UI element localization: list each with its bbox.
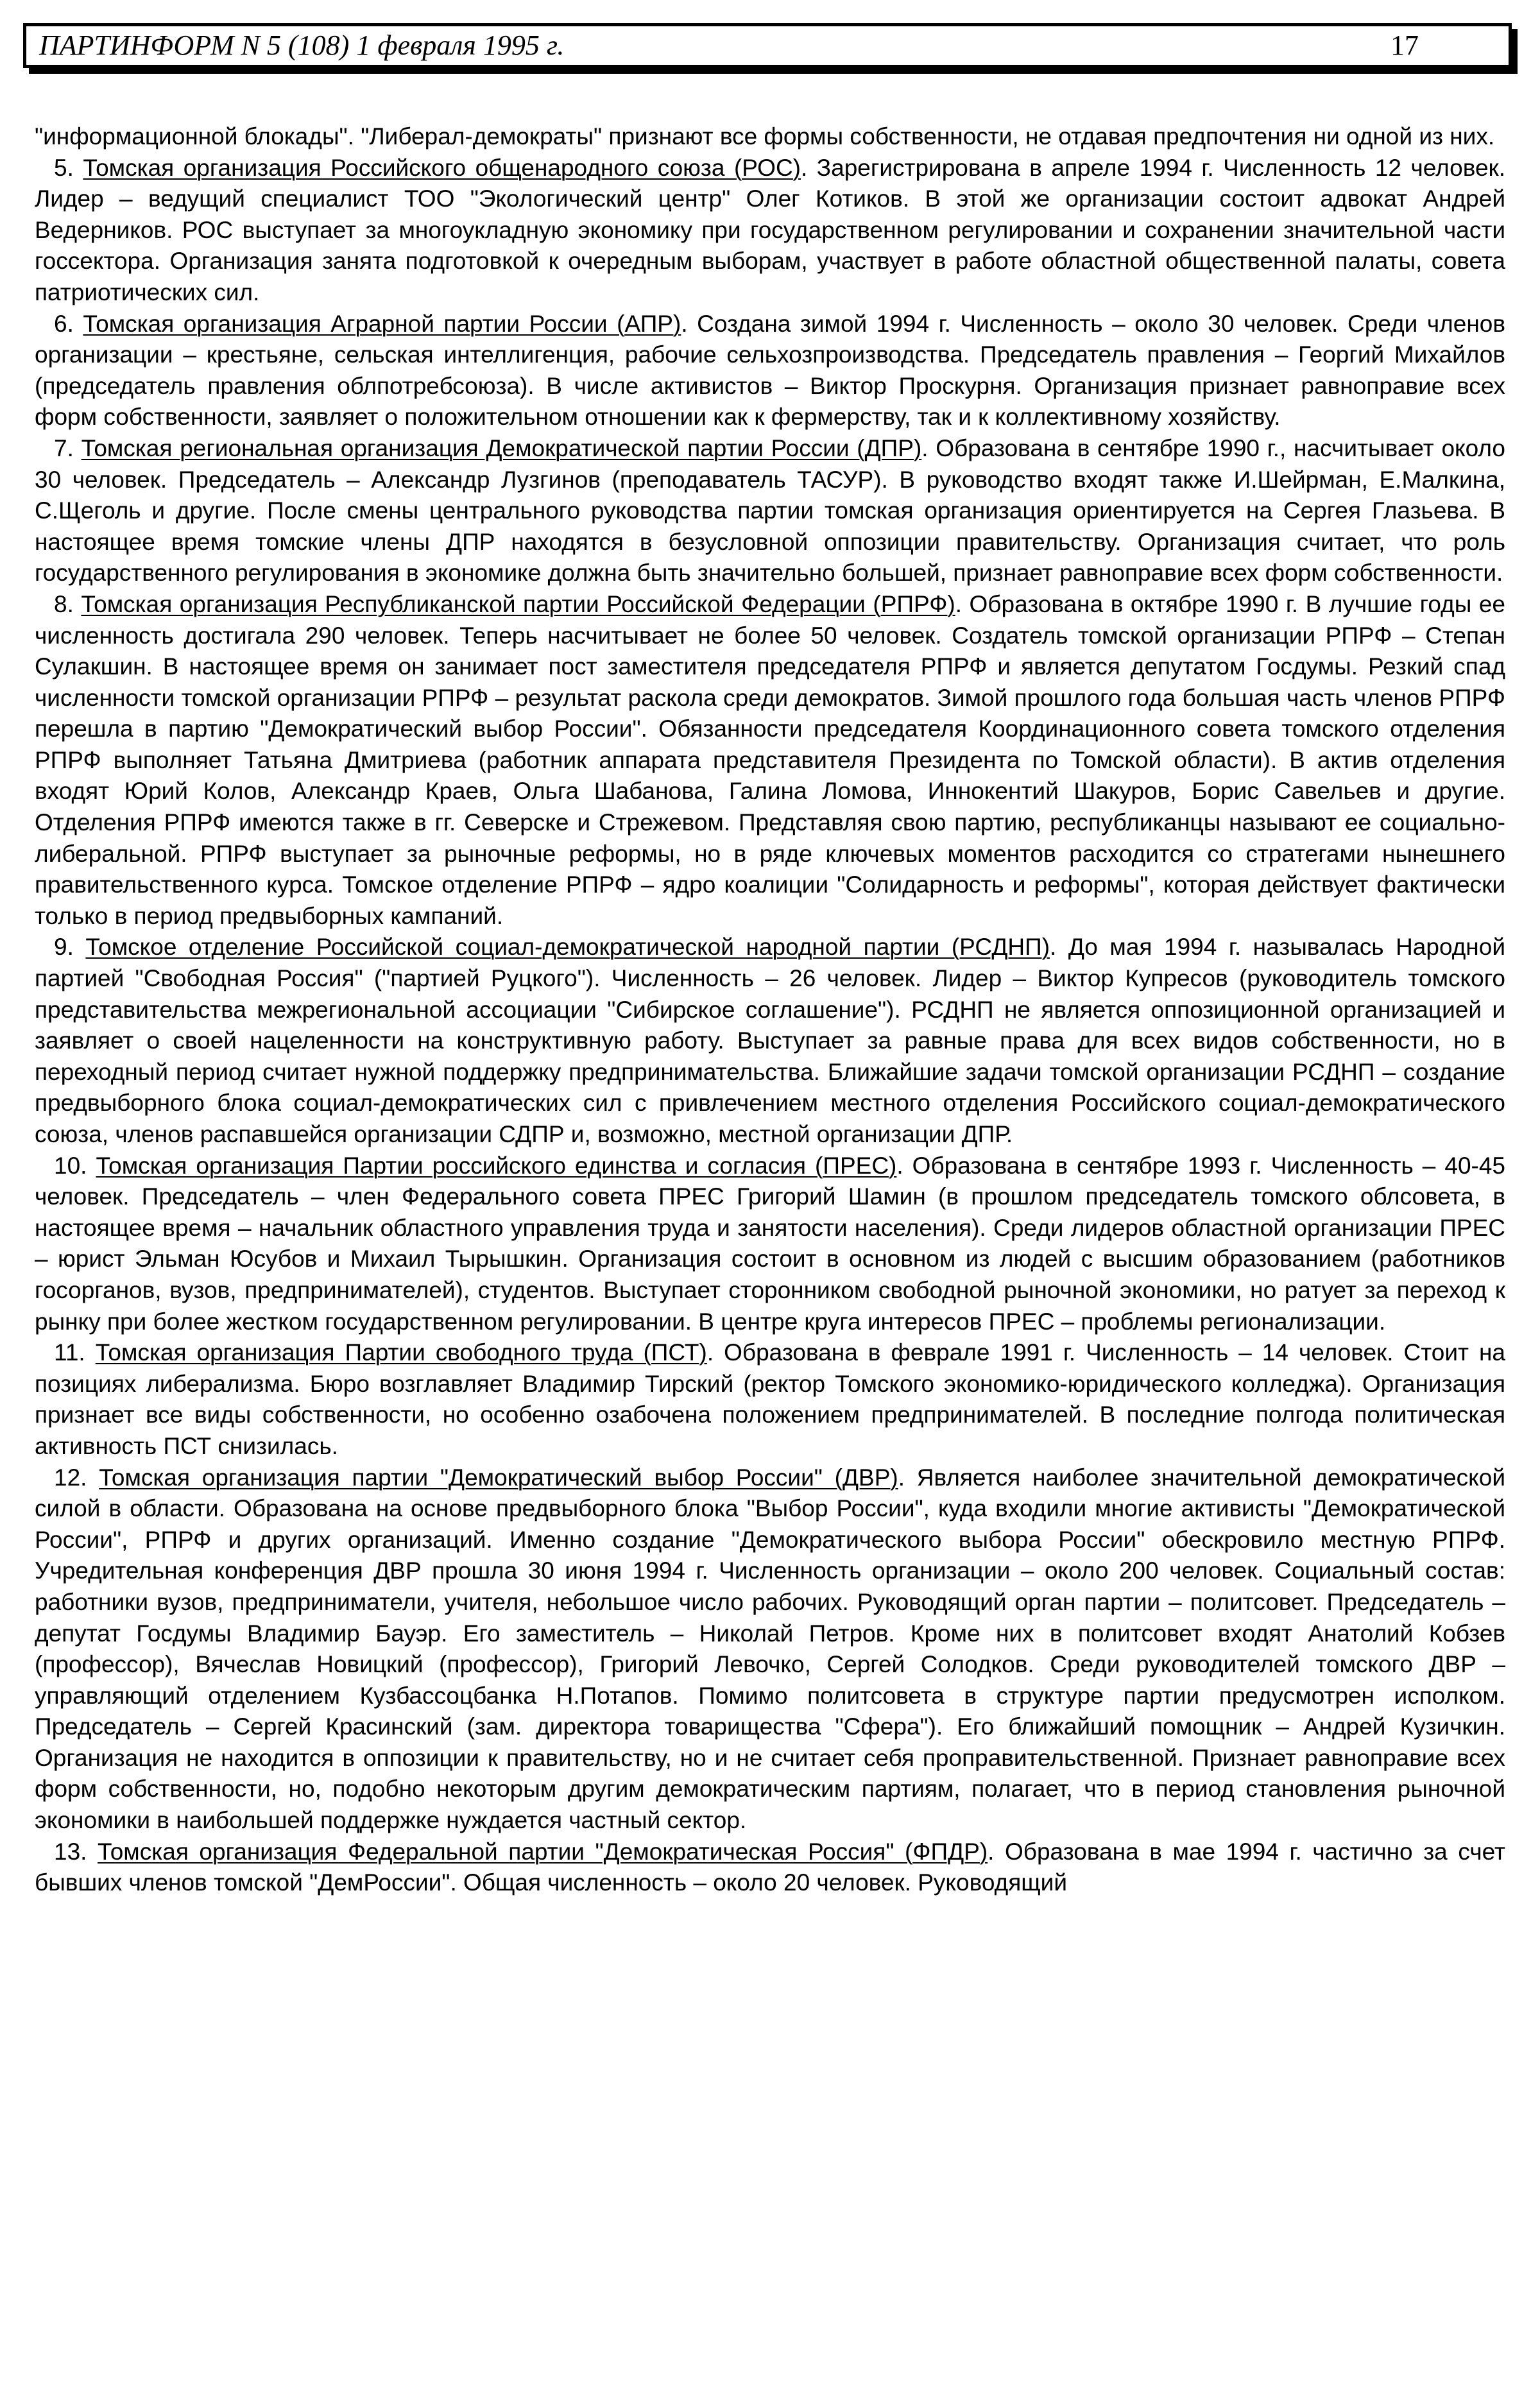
paragraph-fpdr bbox=[35, 1837, 1505, 1899]
paragraph-ros bbox=[35, 153, 1505, 309]
paragraph-text: . Зарегистрирована в апреле 1994 г. Численность 12 человек. Лидер – ведущий специалист ТОО "Экологический центр" Олег Котиков. В этой же организации состоит адвокат Андрей Ведерников. РОС выступает за многоукладную экономику при государственном регулировании и сохранении значительной части госсектора. Организация занята подготовкой к очередным выборам, участвует в работе областной общественной палаты, совета патриотических сил. bbox=[35, 154, 1506, 305]
paragraph-pst bbox=[35, 1337, 1505, 1462]
item-number: 13. bbox=[54, 1838, 87, 1865]
organization-name: Томская организация Партии российского единства и согласия (ПРЕС) bbox=[96, 1152, 897, 1179]
paragraph-text: . Образована в сентябре 1993 г. Численность – 40-45 человек. Председатель – член Федерального совета ПРЕС Григорий Шамин (в прошлом председатель томского облсовета, в настоящее время – начальник областного управления труда и занятости населения). Среди лидеров областной организации ПРЕС – юрист Эльман Юсубов и Михаил Тырышкин. Организация состоит в основном из людей с высшим образованием (работников госорганов, вузов, предпринимателей), студентов. Выступает сторонником свободной рыночной экономики, но ратует за переход к рынку при более жестком государственном регулировании. В центре круга интересов ПРЕС – проблемы регионализации. bbox=[35, 1152, 1505, 1335]
item-number: 9. bbox=[54, 934, 74, 961]
item-number: 12. bbox=[54, 1464, 87, 1491]
organization-name: Томская организация партии "Демократический выбор России" (ДВР) bbox=[99, 1464, 898, 1491]
item-number: 8. bbox=[54, 590, 74, 617]
item-number: 11. bbox=[54, 1339, 85, 1366]
page-header bbox=[23, 23, 1512, 68]
organization-name: Томская организация Аграрной партии России (АПР) bbox=[83, 310, 681, 337]
organization-name: Томское отделение Российской социал-демократической народной партии (РСДНП) bbox=[85, 934, 1050, 961]
paragraph-text: . Образована в октябре 1990 г. В лучшие годы ее численность достигала 290 человек. Теперь насчитывает не более 50 человек. Создатель томской организации РПРФ – Степан Сулакшин. В настоящее время он занимает пост заместителя председателя РПРФ и является депутатом Госдумы. Резкий спад численности томской организации РПРФ – результат раскола среди демократов. Зимой прошлого года большая часть членов РПРФ перешла в партию "Демократический выбор России". Обязанности председателя Координационного совета томского отделения РПРФ выполняет Татьяна Дмитриева (работник аппарата представителя Президента по Томской области). В актив отделения входят Юрий Колов, Александр Краев, Ольга Шабанова, Галина Ломова, Иннокентий Шакуров, Борис Савельев и другие. Отделения РПРФ имеются также в гг. Северске и Стрежевом. Представляя свою партию, республиканцы называют ее социально-либеральной. РПРФ выступает за рыночные реформы, но в ряде ключевых моментов расходится со стратегами нынешнего правительственного курса. Томское отделение РПРФ – ядро коалиции "Солидарность и реформы", которая действует фактически только в период предвыборных кампаний. bbox=[35, 590, 1506, 929]
paragraph-apr bbox=[35, 309, 1505, 433]
paragraph-text: . Образована в мае 1994 г. частично за счет бывших членов томской "ДемРоссии". Общая численность – около 20 человек. Руководящий bbox=[35, 1838, 1505, 1896]
publication-title: ПАРТИНФОРМ N 5 (108) 1 февраля 1995 г. bbox=[39, 30, 565, 61]
item-number: 10. bbox=[54, 1152, 87, 1179]
paragraph-text: . Является наиболее значительной демократической силой в области. Образована на основе предвыборного блока "Выбор России", куда входили многие активисты "Демократической России", РПРФ и других организаций. Именно создание "Демократического выбора России" обескровило местную РПРФ. Учредительная конференция ДВР прошла 30 июня 1994 г. Численность организации – около 200 человек. Социальный состав: работники вузов, предприниматели, учителя, небольшое число рабочих. Руководящий орган партии – политсовет. Председатель – депутат Госдумы Владимир Бауэр. Его заместитель – Николай Петров. Кроме них в политсовет входят Анатолий Кобзев (профессор), Вячеслав Новицкий (профессор), Григорий Левочко, Сергей Солодков. Среди руководителей томского ДВР – управляющий отделением Кузбассоцбанка Н.Потапов. Помимо политсовета в структуре партии предусмотрен исполком. Председатель – Сергей Красинский (зам. директора товарищества "Сфера"). Его ближайший помощник – Андрей Кузичкин. Организация не находится в оппозиции к правительству, но и не считает себя проправительственной. Признает равноправие всех форм собственности, но, подобно некоторым другим демократическим партиям, полагает, что в период становления рыночной экономики в наибольшей поддержке нуждается частный сектор. bbox=[35, 1464, 1505, 1834]
organization-name: Томская организация Российского общенародного союза (РОС) bbox=[83, 154, 801, 181]
item-number: 6. bbox=[54, 310, 74, 337]
organization-name: Томская региональная организация Демократической партии России (ДПР) bbox=[81, 434, 922, 461]
paragraph-text: "информационной блокады". "Либерал-демократы" признают все формы собственности, не отдавая предпочтения ни одной из них. bbox=[35, 123, 1495, 150]
organization-name: Томская организация Федеральной партии "Демократическая Россия" (ФПДР) bbox=[98, 1838, 988, 1865]
paragraph-dvr bbox=[35, 1462, 1505, 1837]
item-number: 7. bbox=[54, 434, 74, 461]
paragraph-rsdnp bbox=[35, 932, 1505, 1150]
page-number: 17 bbox=[1390, 30, 1419, 61]
paragraph-rprf bbox=[35, 589, 1505, 932]
article-body bbox=[35, 121, 1505, 1899]
organization-name: Томская организация Партии свободного труда (ПСТ) bbox=[95, 1339, 707, 1366]
paragraph-pres bbox=[35, 1151, 1505, 1338]
paragraph-text: . Образована в сентябре 1990 г., насчитывает около 30 человек. Председатель – Александр Лузгинов (преподаватель ТАСУР). В руководство входят также И.Шейрман, Е.Малкина, С.Щеголь и другие. После смены центрального руководства партии томская организация ориентируется на Сергея Глазьева. В настоящее время томские члены ДПР находятся в безусловной оппозиции правительству. Организация считает, что роль государственного регулирования в экономике должна быть значительно большей, признает равноправие всех форм собственности. bbox=[35, 434, 1505, 587]
item-number: 5. bbox=[54, 154, 74, 181]
paragraph-text: . Образована в феврале 1991 г. Численность – 14 человек. Стоит на позициях либерализма. Бюро возглавляет Владимир Тирский (ректор Томского экономико-юридического колледжа). Организация признает все виды собственности, но особенно озабочена положением предпринимателей. В последние полгода политическая активность ПСТ снизилась. bbox=[35, 1339, 1506, 1459]
paragraph-text: . Создана зимой 1994 г. Численность – около 30 человек. Среди членов организации – крестьяне, сельская интеллигенция, рабочие сельхозпроизводства. Председатель правления – Георгий Михайлов (председатель правления облпотребсоюза). В числе активистов – Виктор Проскурня. Организация признает равноправие всех форм собственности, заявляет о положительном отношении как к фермерству, так и к коллективному хозяйству. bbox=[35, 310, 1505, 431]
paragraph-continuation bbox=[35, 121, 1505, 153]
paragraph-dpr bbox=[35, 433, 1505, 589]
organization-name: Томская организация Республиканской партии Российской Федерации (РПРФ) bbox=[81, 590, 955, 617]
paragraph-text: . До мая 1994 г. называлась Народной партией "Свободная Россия" ("партией Руцкого"). Численность – 26 человек. Лидер – Виктор Купресов (руководитель томского представительства межрегиональной ассоциации "Сибирское соглашение"). РСДНП не является оппозиционной организацией и заявляет о своей нацеленности на конструктивную работу. Выступает за равные права для всех видов собственности, но в переходный период считает нужной поддержку предпринимательства. Ближайшие задачи томской организации РСДНП – создание предвыборного блока социал-демократических сил с привлечением местного отделения Российского социал-демократического союза, членов распавшейся организации СДПР и, возможно, местной организации ДПР. bbox=[35, 934, 1505, 1147]
